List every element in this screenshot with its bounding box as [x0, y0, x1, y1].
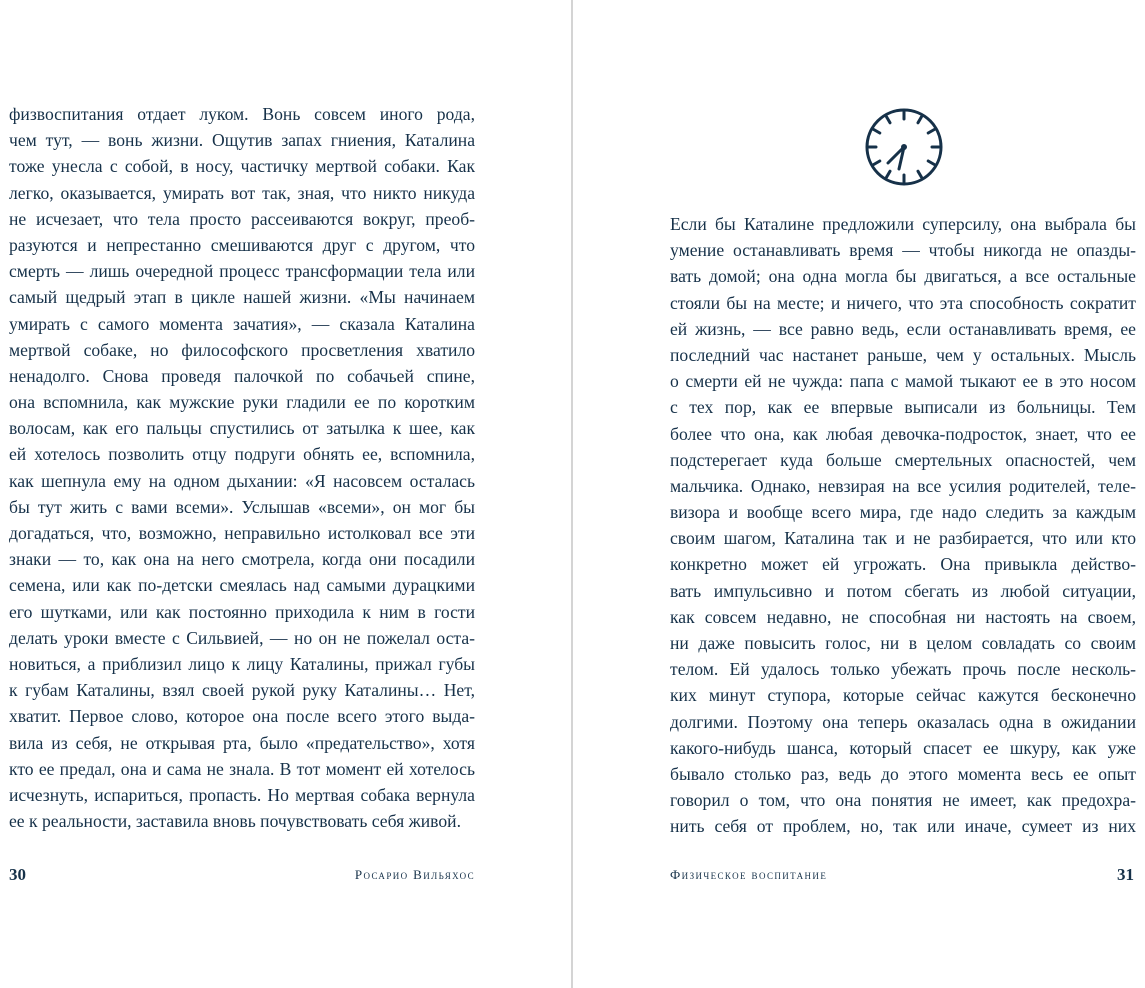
text-line: нить себя от проблем, но, так или иначе, сумеет из них	[670, 816, 1136, 837]
text-line: исчезнуть, испариться, пропасть. Но мертвая собака вернула	[9, 784, 475, 805]
right-page	[573, 0, 1145, 988]
text-line: более что она, как любая девочка-подросток, знает, что ее	[670, 423, 1136, 444]
text-line: ненадолго. Снова проведя палочкой по собачьей спине,	[9, 365, 475, 386]
clock-icon	[863, 106, 945, 188]
text-line: вать импульсивно и потом сбегать из любой ситуации,	[670, 580, 1136, 601]
text-line: физвоспитания отдает луком. Вонь совсем иного рода,	[9, 104, 475, 124]
text-line: ких минут ступора, которые сейчас кажутся бесконечно	[670, 685, 1136, 706]
text-line: конкретно может ей угрожать. Она привыкла действо-	[670, 554, 1136, 575]
running-head-author: Росарио Вильяхос	[354, 867, 475, 882]
text-line: умирать с самого момента зачатия», — сказала Каталина	[9, 313, 475, 334]
right-body-text	[670, 211, 1136, 840]
text-line: телом. Ей удалось только убежать прочь после несколь-	[670, 659, 1136, 680]
text-line: мальчика. Однако, невзирая на все усилия родителей, теле-	[670, 475, 1136, 496]
text-line: мертвой собаке, но философского просветления хватило	[9, 339, 475, 360]
text-line: бы тут жить с вами всеми». Услышав «всеми», он мог бы	[9, 496, 475, 517]
text-line: его шутками, или как постоянно приходила к ним в гости	[9, 601, 475, 622]
text-line: с тех пор, как ее впервые выписали из больницы. Тем	[670, 397, 1136, 418]
page-number: 31	[1117, 865, 1134, 884]
text-line: о смерти ей не чужда: папа с мамой тыкают ее в это носом	[670, 371, 1136, 392]
left-page	[0, 0, 572, 988]
text-line: легко, оказывается, умирать вот так, зная, что никто никуда	[9, 182, 475, 203]
text-line: как совсем недавно, не способная ни настоять на своем,	[670, 606, 1136, 627]
text-line: волосам, как его пальцы спустились от затылка к шее, как	[9, 418, 475, 439]
text-line: знаки — то, как она на него смотрела, когда они посадили	[9, 549, 475, 570]
text-line: последний час настанет раньше, чем у остальных. Мысль	[670, 344, 1136, 365]
running-head-title: Физическое воспитание	[670, 867, 828, 882]
text-line: не исчезает, что тела просто рассеиваются вокруг, преоб-	[9, 208, 475, 229]
page-number: 30	[9, 865, 26, 884]
text-line: своим шагом, Каталина так и не разбирается, что или кто	[670, 528, 1136, 549]
text-line: смерть — лишь очередной процесс трансформации тела или	[9, 261, 475, 282]
left-body-text	[9, 101, 475, 834]
text-line: говорил о том, что она понятия не имеет, как предохра-	[670, 790, 1136, 811]
text-line: чем тут, — вонь жизни. Ощутив запах гниения, Каталина	[9, 130, 475, 151]
text-line: умение останавливать время — чтобы никогда не опазды-	[670, 240, 1136, 261]
text-line: семена, или как по-детски смеялась над самыми дурацкими	[9, 575, 475, 596]
text-line: вать домой; она одна могла бы двигаться, а все остальные	[670, 266, 1136, 287]
text-line: ей хотелось позволить отцу подруги обнять ее, вспомнила,	[9, 444, 475, 465]
text-line: самый щедрый этап в цикле нашей жизни. «Мы начинаем	[9, 287, 475, 308]
text-line: хватит. Первое слово, которое она после всего этого выда-	[9, 706, 475, 727]
text-line: подстерегает куда больше смертельных опасностей, чем	[670, 449, 1136, 470]
text-line: Если бы Каталине предложили суперсилу, она выбрала бы	[670, 214, 1136, 234]
text-line: какого-нибудь шанса, который спасет ее шкуру, как уже	[670, 737, 1136, 758]
text-line: ни даже повысить голос, ни в целом совладать со своим	[670, 633, 1136, 653]
text-line: визора и вообще всего мира, где надо следить за каждым	[670, 502, 1136, 523]
text-line: бывало столько раз, ведь до этого момента весь ее опыт	[670, 763, 1136, 784]
text-line: стояли бы на месте; и ничего, что эта способность сократит	[670, 292, 1136, 313]
text-line: как шепнула ему на одном дыхании: «Я насовсем осталась	[9, 470, 475, 491]
text-line: догадаться, что, возможно, неправильно истолковал все эти	[9, 523, 475, 543]
text-line: к губам Каталины, взял своей рукой руку Каталины… Нет,	[9, 680, 475, 701]
text-line: разуются и непрестанно смешиваются друг с другом, что	[9, 234, 475, 255]
text-line: ей жизнь, — все равно ведь, если останавливать время, ее	[670, 318, 1136, 339]
text-line: ее к реальности, заставила вновь почувствовать себя живой.	[9, 811, 461, 832]
text-line: вила из себя, не открывая рта, было «предательство», хотя	[9, 732, 475, 753]
text-line: делать уроки вместе с Сильвией, — но он не пожелал оста-	[9, 627, 475, 648]
text-line: долгими. Поэтому она теперь оказалась одна в ожидании	[670, 711, 1136, 732]
text-line: она вспомнила, как мужские руки гладили ее по коротким	[9, 392, 475, 413]
text-line: новиться, а приблизил лицо к лицу Каталины, прижал губы	[9, 653, 475, 674]
text-line: тоже унесла с собой, в носу, частичку мертвой собаки. Как	[9, 156, 475, 177]
text-line: кто ее предал, она и сама не знала. В тот момент ей хотелось	[9, 758, 475, 779]
